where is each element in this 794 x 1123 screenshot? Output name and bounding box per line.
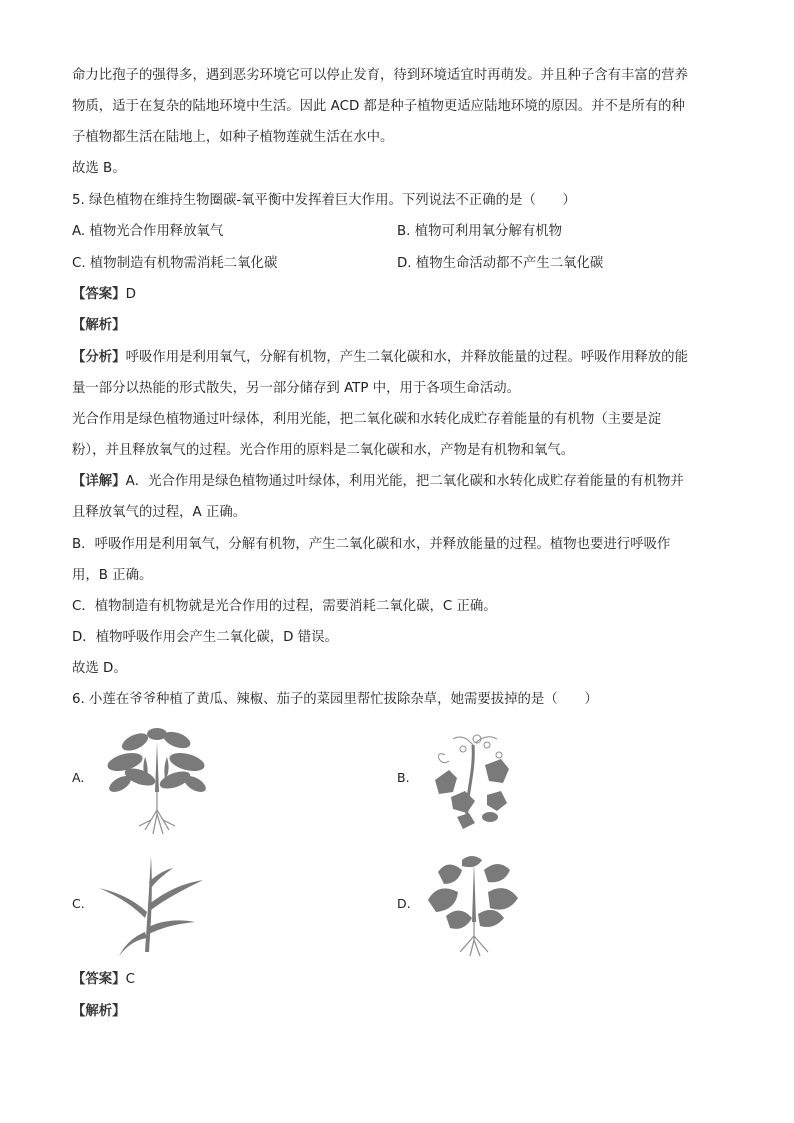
q6-answer xyxy=(72,964,722,995)
analysis-tag: 【解析】 xyxy=(72,318,126,333)
q5-fenxi-line-2: 量一部分以热能的形式散失，另一部分储存到 ATP 中，用于各项生命活动。 xyxy=(72,381,520,396)
q5-d-line: D．植物呼吸作用会产生二氧化碳，D 错误。 xyxy=(72,630,338,645)
q5-xiangjie-line-2: 且释放氧气的过程，A 正确。 xyxy=(72,505,247,520)
q5-analysis-tag xyxy=(72,310,722,341)
q5-option-d: D. 植物生命活动都不产生二氧化碳 xyxy=(397,256,604,271)
intro-conclusion: 故选 B。 xyxy=(72,161,126,176)
q5-b-line-2: 用，B 正确。 xyxy=(72,568,153,583)
q5-answer-value: D xyxy=(125,287,136,302)
q6-analysis-tag xyxy=(72,996,722,1027)
q5-stem: 5. 绿色植物在维持生物圈碳-氧平衡中发挥着巨大作用。下列说法不正确的是（ ） xyxy=(72,193,576,208)
cucumber-vine-icon xyxy=(415,725,530,835)
grass-weed-icon xyxy=(95,852,210,957)
q5-option-b: B. 植物可利用氧分解有机物 xyxy=(397,224,562,239)
q6-option-b-label: B. xyxy=(397,770,410,785)
intro-line-2: 物质，适于在复杂的陆地环境中生活。因此 ACD 都是种子植物更适应陆地环境的原因。并不是所有的种 xyxy=(72,99,685,114)
q6-option-d-label: D. xyxy=(397,896,411,911)
xiangjie-text-1: A．光合作用是绿色植物通过叶绿体，利用光能，把二氧化碳和水转化成贮存着能量的有机物并 xyxy=(125,474,684,489)
q5-xiangjie-line-1 xyxy=(72,466,722,497)
fenxi-tag: 【分析】 xyxy=(72,350,126,365)
q5-fenxi-line-1 xyxy=(72,342,722,373)
q5-photo-line-1: 光合作用是绿色植物通过叶绿体，利用光能，把二氧化碳和水转化成贮存着能量的有机物（主要是淀 xyxy=(72,412,662,427)
fenxi-text-1: 呼吸作用是利用氧气，分解有机物，产生二氧化碳和水，并释放能量的过程。呼吸作用释放的能 xyxy=(125,350,688,365)
q5-option-c: C. 植物制造有机物需消耗二氧化碳 xyxy=(72,256,278,271)
q6-answer-tag: 【答案】 xyxy=(72,972,126,987)
intro-line-1: 命力比孢子的强得多，遇到恶劣环境它可以停止发育，待到环境适宜时再萌发。并且种子含有丰富的营养 xyxy=(72,68,688,83)
q6-analysis-tag-text: 【解析】 xyxy=(72,1004,126,1019)
pepper-plant-icon xyxy=(95,722,220,837)
q5-conclusion: 故选 D。 xyxy=(72,661,127,676)
q6-stem: 6. 小莲在爷爷种植了黄瓜、辣椒、茄子的菜园里帮忙拔除杂草，她需要拔掉的是（ ） xyxy=(72,692,598,707)
eggplant-seedling-icon xyxy=(418,852,528,957)
q6-answer-value: C xyxy=(125,972,135,987)
answer-tag: 【答案】 xyxy=(72,287,126,302)
q5-answer xyxy=(72,279,722,310)
q5-photo-line-2: 粉），并且释放氧气的过程。光合作用的原料是二氧化碳和水，产物是有机物和氧气。 xyxy=(72,443,575,458)
q5-c-line: C．植物制造有机物就是光合作用的过程，需要消耗二氧化碳，C 正确。 xyxy=(72,599,497,614)
q6-option-c-label: C. xyxy=(72,896,85,911)
q5-option-a: A. 植物光合作用释放氧气 xyxy=(72,224,224,239)
intro-line-3: 子植物都生活在陆地上，如种子植物莲就生活在水中。 xyxy=(72,130,394,145)
q6-option-a-label: A. xyxy=(72,770,85,785)
q5-b-line-1: B．呼吸作用是利用氧气，分解有机物，产生二氧化碳和水，并释放能量的过程。植物也要进行呼吸作 xyxy=(72,537,671,552)
xiangjie-tag: 【详解】 xyxy=(72,474,126,489)
